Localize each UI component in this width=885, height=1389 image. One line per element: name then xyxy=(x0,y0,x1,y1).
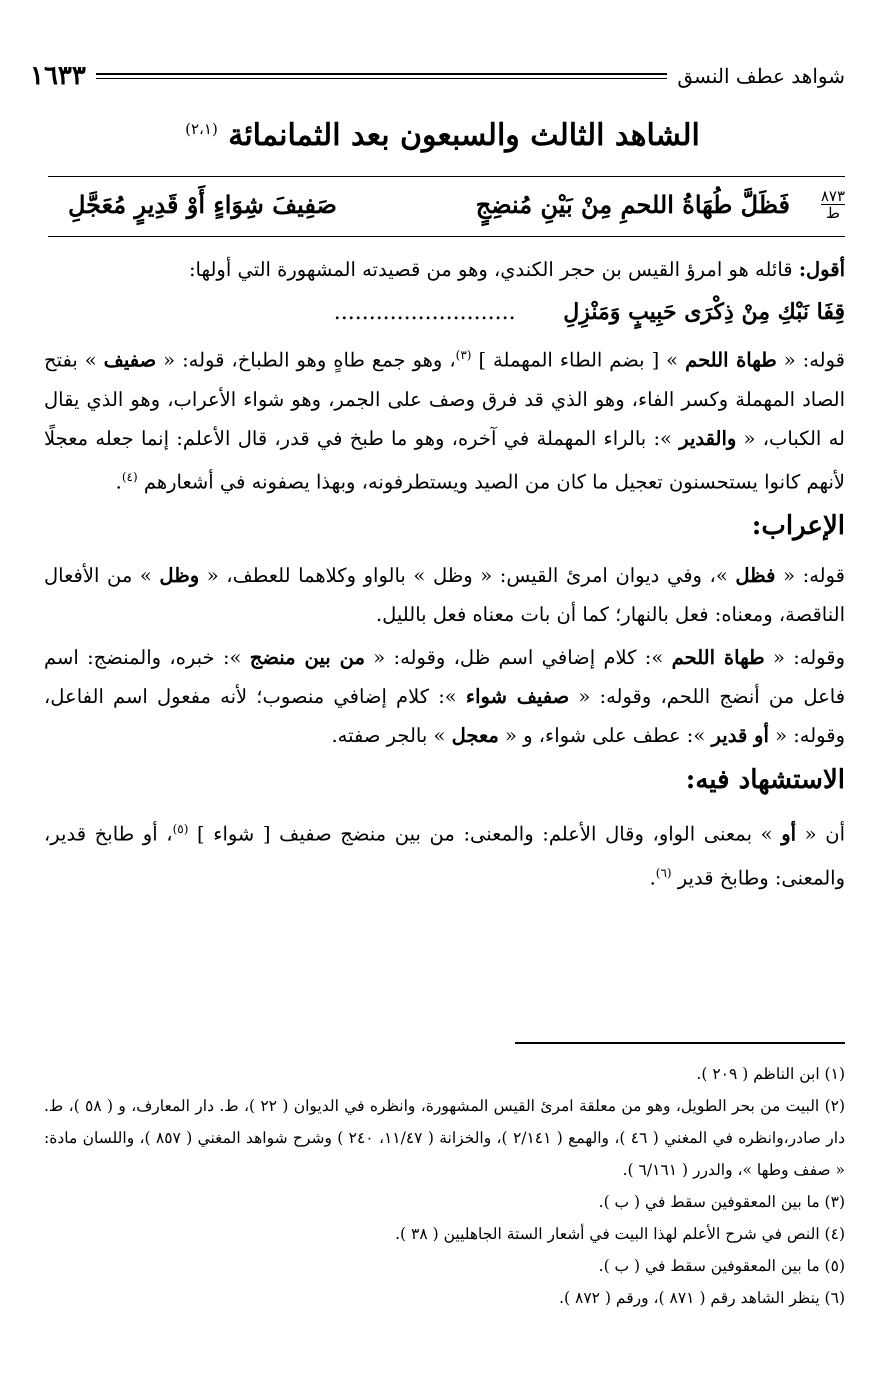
text-run: ، أو طابخ قدير، والمعنى: وطابخ قدير xyxy=(44,822,845,889)
footnote-5: (٥) ما بين المعقوفين سقط في ( ب ). xyxy=(598,1257,845,1275)
text-run: . xyxy=(649,866,656,889)
verse-rule-top xyxy=(48,176,845,177)
bold-term: طهاة اللحم xyxy=(671,646,765,669)
running-title: شواهد عطف النسق xyxy=(677,64,845,88)
text-run: »: بالراء المهملة في آخره، وهو ما طبخ في قدر، قال الأعلم: إنما جعله معجلًا لأنهم كانوا يستحسنون تعجيل ما كان من الصيد ويستطرفونه، وبهذا يصفونه في أشعارهم xyxy=(44,426,845,493)
footnote-3: (٣) ما بين المعقوفين سقط في ( ب ). xyxy=(598,1193,845,1211)
main-text xyxy=(44,250,845,901)
istishhad-heading: الاستشهاد فيه: xyxy=(685,765,845,795)
footnote-rule xyxy=(515,1042,845,1044)
bold-term: أو قدير xyxy=(711,724,769,747)
footnotes xyxy=(44,1058,845,1314)
verse-number-value: ٨٧٣ xyxy=(820,187,845,205)
text-run: » [ بضم الطاء المهملة ] xyxy=(471,348,686,372)
bold-term: معجل xyxy=(451,724,499,747)
irab-heading: الإعراب: xyxy=(751,511,845,541)
commentary-paragraph xyxy=(44,336,845,501)
bold-term: صفيف xyxy=(103,348,157,372)
irab-paragraph-1 xyxy=(44,556,845,634)
footnote-ref: (٣) xyxy=(455,348,472,362)
intro-label: أقول: xyxy=(798,258,845,281)
text-run: » من الأفعال الناقصة، ومعناه: فعل بالنهار؛ كما أن بات معناه فعل بالليل. xyxy=(44,564,845,626)
verse-hemistich-2: صَفِيفَ شِوَاءٍ أَوْ قَدِيرٍ مُعَجَّلِ xyxy=(68,190,337,219)
text-run: قوله: « xyxy=(775,564,845,587)
text-run: »: خبره، والمنضج: اسم فاعل من أنضج اللحم، وقوله: « xyxy=(44,646,846,708)
running-header xyxy=(30,58,845,94)
text-run: قوله: « xyxy=(776,348,845,372)
text-run: . xyxy=(115,470,122,493)
text-run: أن « xyxy=(796,822,845,846)
intro-paragraph xyxy=(44,250,845,289)
footnote-4: (٤) النص في شرح الأعلم لهذا البيت في أشعار الستة الجاهليين ( ٣٨ ). xyxy=(395,1225,845,1243)
text-run: » بالجر صفته. xyxy=(331,724,452,747)
footnote-ref: (٦) xyxy=(655,865,672,880)
bold-term: وظل xyxy=(159,564,200,587)
heading-footnote-ref: (٢،١) xyxy=(185,120,218,138)
bold-term: فظل xyxy=(735,564,776,587)
text-run: وقوله: « xyxy=(764,646,845,669)
footnote-6: (٦) ينظر الشاهد رقم ( ٨٧١ )، ورقم ( ٨٧٢ ). xyxy=(559,1289,845,1307)
verse-meter-mark: ط xyxy=(825,204,840,222)
bold-term: طهاة اللحم xyxy=(685,348,777,372)
qasida-ellipsis: .......................... xyxy=(333,300,516,325)
footnote-2: (٢) البيت من بحر الطويل، وهو من معلقة امرئ القيس المشهورة، وانظره في الديوان ( ٢٢ )، ط. دار المعارف، و ( ٥٨ )، ط. دار صادر،وانظره في المغني ( ٤٦ )، والهمع ( ٢/١٤١ )، والخزانة ( ١١/٤٧، ٢٤٠ ) وشرح شواهد المغني ( ٨٥٧ )، واللسان مادة: « صفف وطها »، والدرر ( ٦/١٦١ ). xyxy=(44,1097,846,1179)
intro-text: قائله هو امرؤ القيس بن حجر الكندي، وهو من قصيدته المشهورة التي أولها: xyxy=(188,258,799,281)
irab-paragraph-2 xyxy=(44,638,845,755)
footnote-ref: (٤) xyxy=(121,469,138,484)
text-run: » بفتح الصاد المهملة وكسر الفاء، وهو الذي قد فرق وصف على الجمر، وهو شواء الأعراب، وهو الذي يقال له الكباب، « xyxy=(44,348,845,450)
text-run: ، وهو جمع طاهٍ وهو الطباخ، قوله: « xyxy=(156,348,456,372)
text-run: »: كلام إضافي منصوب؛ لأنه مفعول اسم الفاعل، وقوله: « xyxy=(44,685,845,747)
bold-term: والقدير xyxy=(679,426,737,450)
verse-hemistich-1: فَظَلَّ طُهَاةُ اللحمِ مِنْ بَيْنِ مُنضِجٍ xyxy=(475,190,790,219)
qasida-opening: قِفَا نَبْكِ مِنْ ذِكْرَى حَبِيبٍ وَمَنْزِلِ xyxy=(563,299,845,325)
bold-term: من بين منضج xyxy=(249,646,365,669)
header-rule xyxy=(96,73,667,79)
text-run: »: عطف على شواء، و « xyxy=(498,724,712,747)
qasida-opening-line xyxy=(44,293,845,332)
text-run: »: كلام إضافي اسم ظل، وقوله: « xyxy=(364,646,672,669)
verse-line xyxy=(48,186,845,230)
text-run: » بمعنى الواو، وقال الأعلم: والمعنى: من بين منضج صفيف [ شواء ] xyxy=(188,822,782,846)
istishhad-paragraph xyxy=(44,810,845,897)
page-number: ١٦٣٣ xyxy=(30,61,86,91)
heading-text: الشاهد الثالث والسبعون بعد الثمانمائة xyxy=(228,118,700,153)
verse-number xyxy=(821,188,845,221)
section-heading xyxy=(0,118,885,153)
footnote-1: (١) ابن الناظم ( ٢٠٩ ). xyxy=(696,1065,845,1083)
verse-rule-bottom xyxy=(48,236,845,237)
text-run: »، وفي ديوان امرئ القيس: « وظل » بالواو وكلاهما للعطف، « xyxy=(199,564,736,587)
footnote-ref: (٥) xyxy=(172,822,189,836)
bold-term: أو xyxy=(781,822,797,846)
bold-term: صفيف شواء xyxy=(465,685,570,708)
